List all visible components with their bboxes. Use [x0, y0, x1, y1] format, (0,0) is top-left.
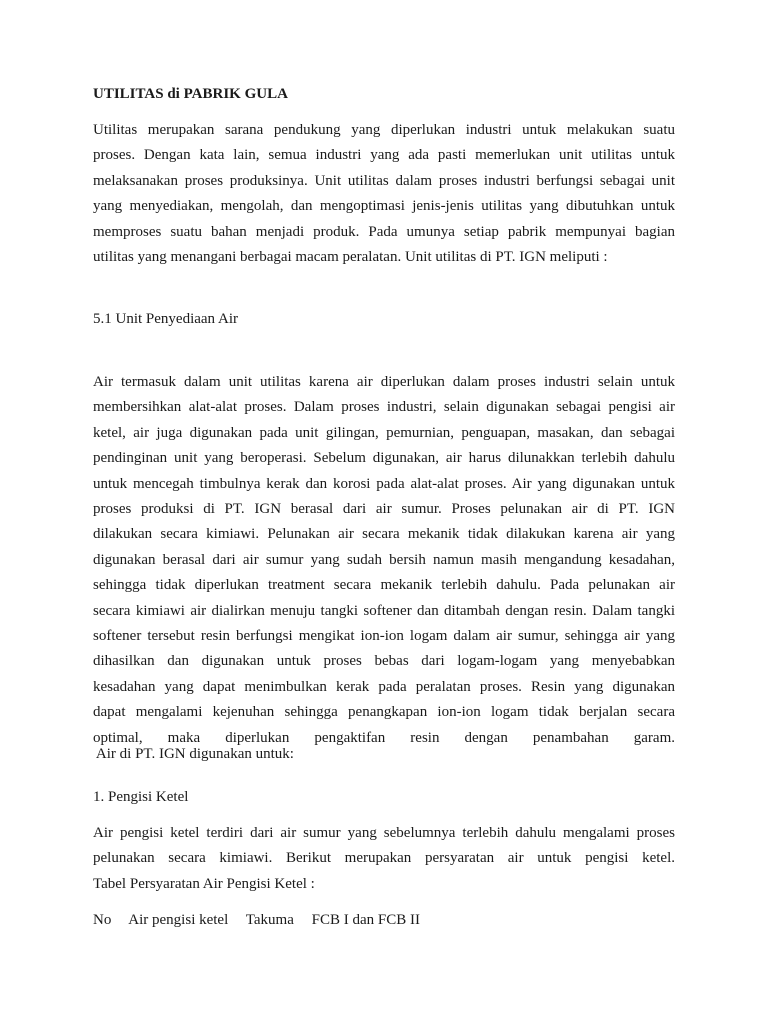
- water-line: softener tersebut resin berfungsi mengikat ion-ion logam dalam air sumur, sehingga air yang: [93, 628, 675, 645]
- ketel-line: Air pengisi ketel terdiri dari air sumur yang sebelumnya terlebih dahulu mengalami proses: [93, 825, 675, 841]
- intro-line: proses. Dengan kata lain, semua industri yang ada pasti memerlukan unit utilitas untuk: [93, 147, 675, 164]
- document-title: UTILITAS di PABRIK GULA: [93, 86, 288, 102]
- ketel-paragraph: [93, 821, 675, 897]
- section-heading: 5.1 Unit Penyediaan Air: [93, 311, 238, 327]
- ketel-line: Tabel Persyaratan Air Pengisi Ketel :: [93, 875, 315, 892]
- subheading-pengisi-ketel: 1. Pengisi Ketel: [93, 789, 189, 805]
- intro-line: memproses suatu bahan menjadi produk. Pada umunya setiap pabrik mempunyai bagian: [93, 223, 675, 240]
- water-line: digunakan berasal dari air sumur yang sudah bersih namun masih mengandung kesadahan,: [93, 551, 675, 568]
- table-header-cell: FCB I dan FCB II: [311, 912, 420, 928]
- water-line: Air termasuk dalam unit utilitas karena air diperlukan dalam proses industri selain untuk: [93, 374, 675, 390]
- table-header-cell: No: [93, 912, 112, 928]
- water-line: proses produksi di PT. IGN berasal dari air sumur. Proses pelunakan air di PT. IGN: [93, 501, 675, 518]
- water-line: secara kimiawi air dialirkan menuju tangki softener dan ditambah dengan resin. Dalam tangki: [93, 602, 675, 619]
- water-paragraph: [93, 370, 675, 751]
- water-line: dapat mengalami kejenuhan sehingga penangkapan ion-ion logam tidak berjalan secara: [93, 704, 675, 721]
- intro-paragraph: [93, 118, 675, 270]
- water-line: pendinginan unit yang beroperasi. Sebelum digunakan, air harus dilunakkan terlebih dahulu: [93, 450, 675, 467]
- water-line: membersihkan alat-alat proses. Dalam proses industri, selain digunakan sebagai pengisi air: [93, 399, 675, 416]
- intro-line: Utilitas merupakan sarana pendukung yang diperlukan industri untuk melakukan suatu: [93, 122, 675, 138]
- intro-line: yang menyediakan, mengolah, dan mengoptimasi jenis-jenis utilitas yang dibutuhkan untuk: [93, 198, 675, 215]
- table-header-cell: Air pengisi ketel: [128, 912, 229, 928]
- water-line: kesadahan yang dapat menimbulkan kerak pada peralatan proses. Resin yang digunakan: [93, 678, 675, 695]
- water-line: dihasilkan dan digunakan untuk proses bebas dari logam-logam yang menyebabkan: [93, 653, 675, 670]
- intro-line: melaksanakan proses produksinya. Unit utilitas dalam proses industri berfungsi sebagai unit: [93, 172, 675, 189]
- table-header-row: [93, 912, 434, 929]
- table-header-cell: Takuma: [245, 912, 294, 928]
- water-line: untuk mencegah timbulnya kerak dan korosi pada alat-alat proses. Air yang digunakan untuk: [93, 475, 675, 492]
- water-line: dilakukan secara kimiawi. Pelunakan air secara mekanik tidak dilakukan karena air yang: [93, 526, 675, 543]
- water-usage-intro: Air di PT. IGN digunakan untuk:: [93, 746, 294, 762]
- ketel-line: pelunakan secara kimiawi. Berikut merupakan persyaratan air untuk pengisi ketel.: [93, 850, 675, 867]
- water-line: optimal, maka diperlukan pengaktifan resin dengan penambahan garam.: [93, 729, 675, 746]
- water-line: ketel, air juga digunakan pada unit gilingan, pemurnian, penguapan, masakan, dan sebagai: [93, 424, 675, 441]
- intro-line: utilitas yang menangani berbagai macam peralatan. Unit utilitas di PT. IGN meliputi :: [93, 249, 608, 266]
- water-line: sehingga tidak diperlukan treatment secara mekanik terlebih dahulu. Pada pelunakan air: [93, 577, 675, 594]
